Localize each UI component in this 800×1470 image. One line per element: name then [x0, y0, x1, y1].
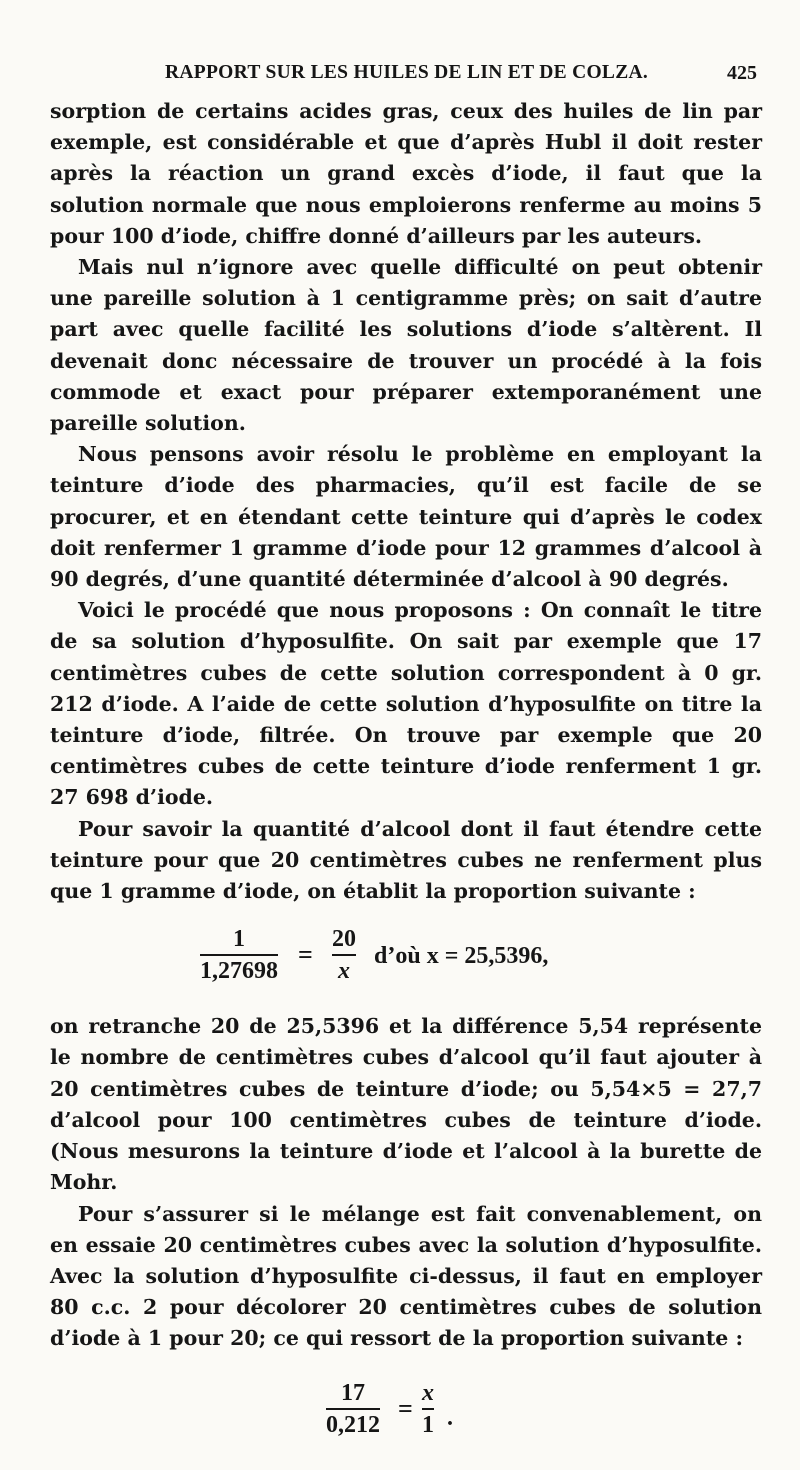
equals-sign: =: [398, 1393, 413, 1423]
fraction-bar: [200, 954, 278, 956]
formula-proportion-1: [50, 913, 762, 1011]
fraction-left: [200, 925, 278, 985]
paragraph-1: sorption de certains acides gras, ceux des huiles de lin par exemple, est considérable et que d’après Hubl il doit rester après la réaction un grand excès d’iode, il faut que la solution normale que nous emploierons renferme au moins 5 pour 100 d’iode, chiffre donné d’ailleurs par les auteurs.: [50, 99, 762, 248]
fraction-right-denominator: x: [338, 958, 350, 985]
fraction-left-numerator: 17: [341, 1379, 365, 1406]
page-number: 425: [727, 62, 757, 84]
formula-result: d’où x = 25,5396,: [374, 943, 549, 970]
formula-proportion-2: [50, 1357, 762, 1467]
fraction-bar: [332, 954, 356, 956]
paragraph-2: Mais nul n’ignore avec quelle difficulté on peut obtenir une pareille solution à 1 centigramme près; on sait d’autre part avec quelle facilité les solutions d’iode s’altèrent. Il devenait donc nécessaire de trouver un procédé à la fois commode et exact pour préparer extemporanément une pareille solution.: [50, 255, 762, 436]
equals-sign: =: [298, 940, 313, 970]
paragraph-5: Pour savoir la quantité d’alcool dont il faut étendre cette teinture pour que 20 centimètres cubes ne renferment plus que 1 gramme d’iode, on établit la proportion suivante :: [50, 816, 762, 904]
fraction-left-denominator: 0,212: [326, 1411, 380, 1438]
fraction-bar: [326, 1408, 380, 1410]
fraction-left: [326, 1379, 380, 1439]
page-header: [60, 62, 760, 86]
paragraph-7: Pour s’assurer si le mélange est fait convenablement, on en essaie 20 centimètres cubes avec la solution d’hyposulfite. Avec la solution d’hyposulfite ci-dessus, il faut en employer 80 c.c. 2 pour décolorer 20 centimètres cubes de solution d’iode à 1 pour 20; ce qui ressort de la proportion suivante :: [50, 1201, 762, 1351]
page-body: [50, 96, 762, 1467]
paragraph-3: Nous pensons avoir résolu le problème en employant la teinture d’iode des pharmacies, qu’il est facile de se procurer, et en étendant cette teinture qui d’après le codex doit renfermer 1 gramme d’iode pour 12 grammes d’alcool à 90 degrés, d’une quantité déterminée d’alcool à 90 degrés.: [50, 442, 762, 592]
fraction-right: [422, 1379, 434, 1439]
formula-trailing-dot: ·: [446, 1410, 455, 1437]
fraction-right: [332, 925, 356, 985]
fraction-right-denominator: 1: [422, 1411, 434, 1438]
fraction-right-numerator: x: [422, 1379, 434, 1406]
fraction-left-denominator: 1,27698: [200, 958, 278, 985]
fraction-left-numerator: 1: [233, 926, 245, 953]
fraction-right-numerator: 20: [332, 926, 356, 953]
paragraph-6: on retranche 20 de 25,5396 et la différence 5,54 représente le nombre de centimètres cubes d’alcool qu’il faut ajouter à 20 centimètres cubes de teinture d’iode; ou 5,54×5 = 27,7 d’alcool pour 100 centimètres cubes de teinture d’iode. (Nous mesurons la teinture d’iode et l’alcool à la burette de Mohr.: [50, 1014, 762, 1195]
paragraph-4: Voici le procédé que nous proposons : On connaît le titre de sa solution d’hyposulfite. On sait par exemple que 17 centimètres cubes de cette solution correspondent à 0 gr. 212 d’iode. A l’aide de cette solution d’hyposulfite on titre la teinture d’iode, filtrée. On trouve par exemple que 20 centimètres cubes de cette teinture d’iode renferment 1 gr. 27 698 d’iode.: [50, 598, 762, 810]
running-title: RAPPORT SUR LES HUILES DE LIN ET DE COLZA.: [165, 62, 649, 83]
fraction-bar: [422, 1408, 434, 1410]
